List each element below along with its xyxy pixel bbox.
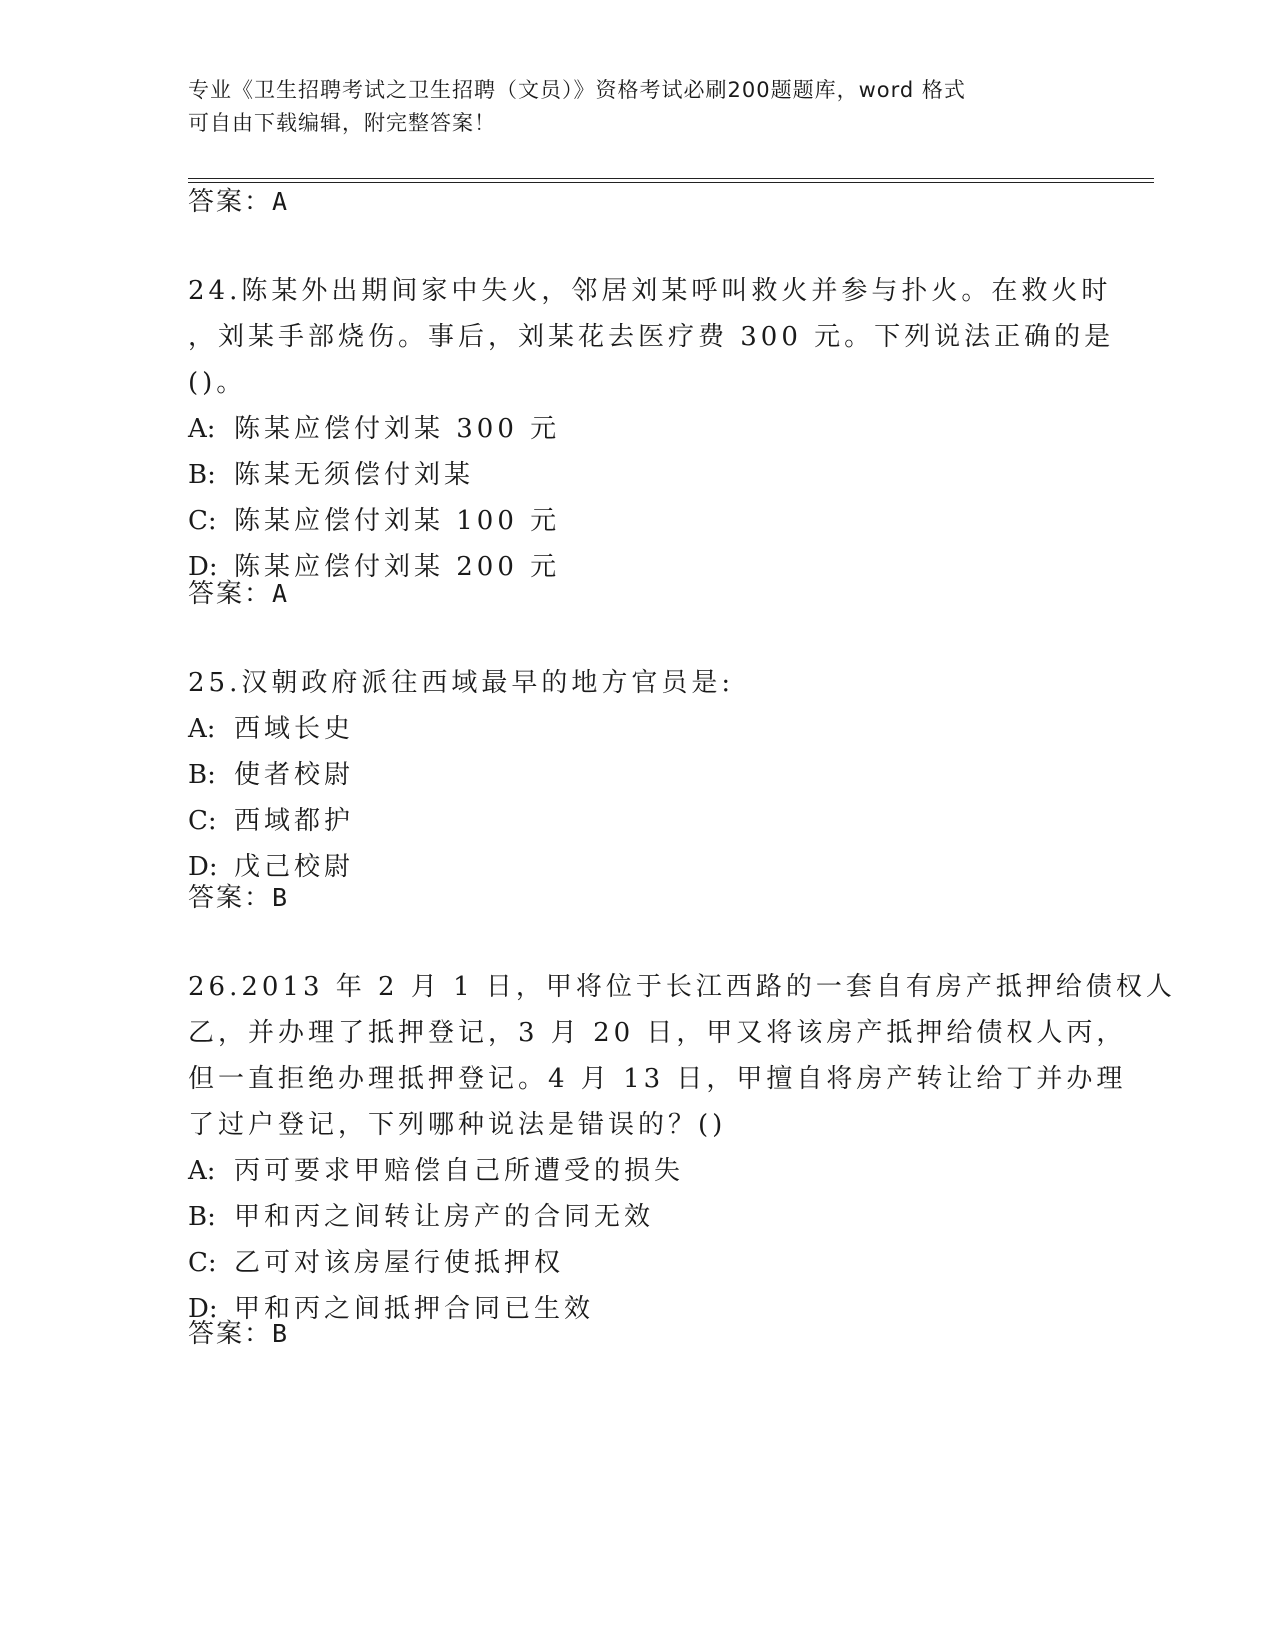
question-text-line: 24.陈某外出期间家中失火，邻居刘某呼叫救火并参与扑火。在救火时 (188, 276, 1112, 306)
option-b: B: 使者校尉 (188, 760, 355, 790)
question-text-line: ()。 (188, 368, 247, 398)
answer-label: 答案： (188, 883, 273, 913)
question-text-line: 乙，并办理了抵押登记，3 月 20 日，甲又将该房产抵押给债权人丙， (188, 1018, 1127, 1048)
option-d: D: 甲和丙之间抵押合同已生效 (188, 1294, 595, 1324)
option-d: D: 戊己校尉 (188, 852, 355, 882)
option-c: C: 西域都护 (188, 806, 355, 836)
answer-value: A (272, 579, 290, 608)
header-line-1: 专业《卫生招聘考试之卫生招聘（文员）》资格考试必刷200题题库，word 格式 (188, 78, 966, 102)
option-a: A: 西域长史 (188, 714, 355, 744)
question-26 (188, 964, 1176, 1332)
answer-25 (188, 882, 289, 914)
answer-label: 答案： (188, 579, 273, 609)
answer-value: B (272, 1319, 290, 1348)
question-text-line: 25.汉朝政府派往西域最早的地方官员是: (188, 668, 735, 698)
question-text (188, 268, 1115, 406)
question-text-line: ，刘某手部烧伤。事后，刘某花去医疗费 300 元。下列说法正确的是 (188, 322, 1115, 352)
answer-label: 答案： (188, 1319, 273, 1349)
option-b: B: 甲和丙之间转让房产的合同无效 (188, 1202, 655, 1232)
header-line-2: 可自由下载编辑，附完整答案！ (188, 111, 496, 135)
answer-value: B (272, 883, 290, 912)
question-text-line: 了过户登记，下列哪种说法是错误的？() (188, 1110, 727, 1140)
answer-value: A (272, 187, 290, 216)
option-c: C: 乙可对该房屋行使抵押权 (188, 1248, 565, 1278)
header-divider-top (188, 178, 1154, 179)
question-text-line: 但一直拒绝办理抵押登记。4 月 13 日，甲擅自将房产转让给丁并办理 (188, 1064, 1127, 1094)
document-header (188, 74, 1068, 140)
answer-24 (188, 578, 289, 610)
previous-answer (188, 186, 289, 218)
answer-label: 答案： (188, 187, 273, 217)
option-d: D: 陈某应偿付刘某 200 元 (188, 552, 561, 582)
option-a: A: 陈某应偿付刘某 300 元 (188, 414, 561, 444)
option-b: B: 陈某无须偿付刘某 (188, 460, 475, 490)
question-text (188, 660, 1088, 706)
question-text-line: 26.2013 年 2 月 1 日，甲将位于长江西路的一套自有房产抵押给债权人 (188, 972, 1176, 1002)
option-a: A: 丙可要求甲赔偿自己所遭受的损失 (188, 1156, 685, 1186)
question-25 (188, 660, 1088, 890)
header-divider-bottom (188, 182, 1154, 183)
question-text (188, 964, 1176, 1148)
answer-26 (188, 1318, 289, 1350)
question-24 (188, 268, 1115, 590)
option-c: C: 陈某应偿付刘某 100 元 (188, 506, 561, 536)
